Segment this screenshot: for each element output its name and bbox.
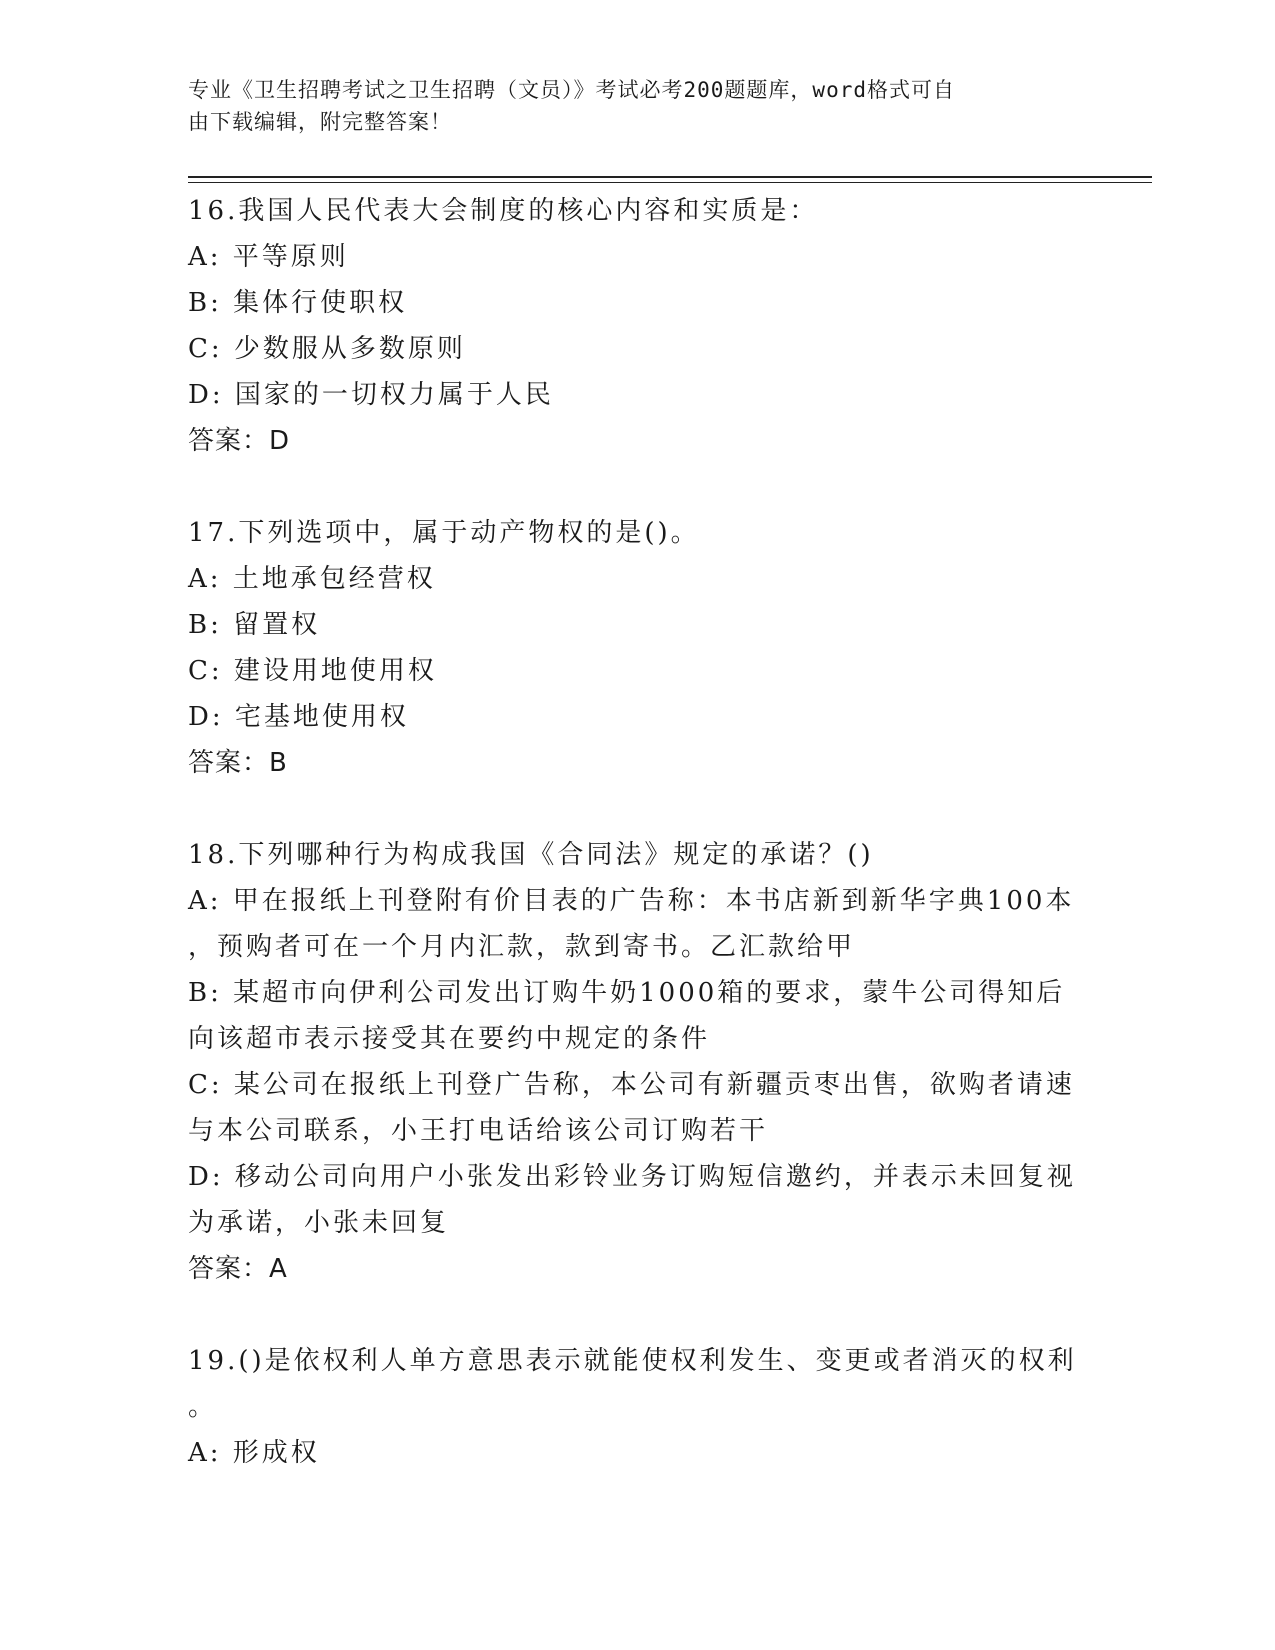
question-option: B: 留置权 [188,610,321,640]
question-stem: 16.我国人民代表大会制度的核心内容和实质是： [188,196,819,226]
question-answer: 答案：B [188,748,288,778]
question-option: C: 建设用地使用权 [188,656,437,686]
question-option: B: 某超市向伊利公司发出订购牛奶1000箱的要求，蒙牛公司得知后 [188,978,1066,1008]
document-header [188,74,1068,138]
question-option: A: 形成权 [188,1438,320,1468]
question-item [188,1338,1077,1476]
question-option: ，预购者可在一个月内汇款，款到寄书。乙汇款给甲 [188,932,856,962]
header-divider [188,176,1152,178]
question-option: A: 土地承包经营权 [188,564,436,594]
question-item [188,832,1076,1292]
question-item [188,510,1068,786]
question-stem: 18.下列哪种行为构成我国《合同法》规定的承诺？() [188,840,874,870]
question-item [188,188,1068,464]
question-answer: 答案：A [188,1254,288,1284]
question-option: D: 国家的一切权力属于人民 [188,380,554,410]
question-option: 为承诺，小张未回复 [188,1208,450,1238]
question-stem: 17.下列选项中，属于动产物权的是()。 [188,518,700,548]
question-option: A: 平等原则 [188,242,349,272]
header-line: 专业《卫生招聘考试之卫生招聘（文员）》考试必考200题题库，word格式可自 [188,78,955,102]
question-answer: 答案：D [188,426,291,456]
question-stem: 19.()是依权利人单方意思表示就能使权利发生、变更或者消灭的权利 [188,1346,1077,1376]
question-stem-continuation: 。 [188,1392,218,1422]
header-line: 由下载编辑，附完整答案！ [188,110,452,134]
question-option: A: 甲在报纸上刊登附有价目表的广告称：本书店新到新华字典100本 [188,886,1075,916]
question-option: B: 集体行使职权 [188,288,408,318]
question-option: 与本公司联系，小王打电话给该公司订购若干 [188,1116,769,1146]
question-option: D: 宅基地使用权 [188,702,409,732]
question-option: 向该超市表示接受其在要约中规定的条件 [188,1024,711,1054]
question-list [188,188,1077,1522]
question-option: C: 少数服从多数原则 [188,334,466,364]
header-divider [188,182,1152,183]
question-option: C: 某公司在报纸上刊登广告称，本公司有新疆贡枣出售，欲购者请速 [188,1070,1075,1100]
question-option: D: 移动公司向用户小张发出彩铃业务订购短信邀约，并表示未回复视 [188,1162,1076,1192]
